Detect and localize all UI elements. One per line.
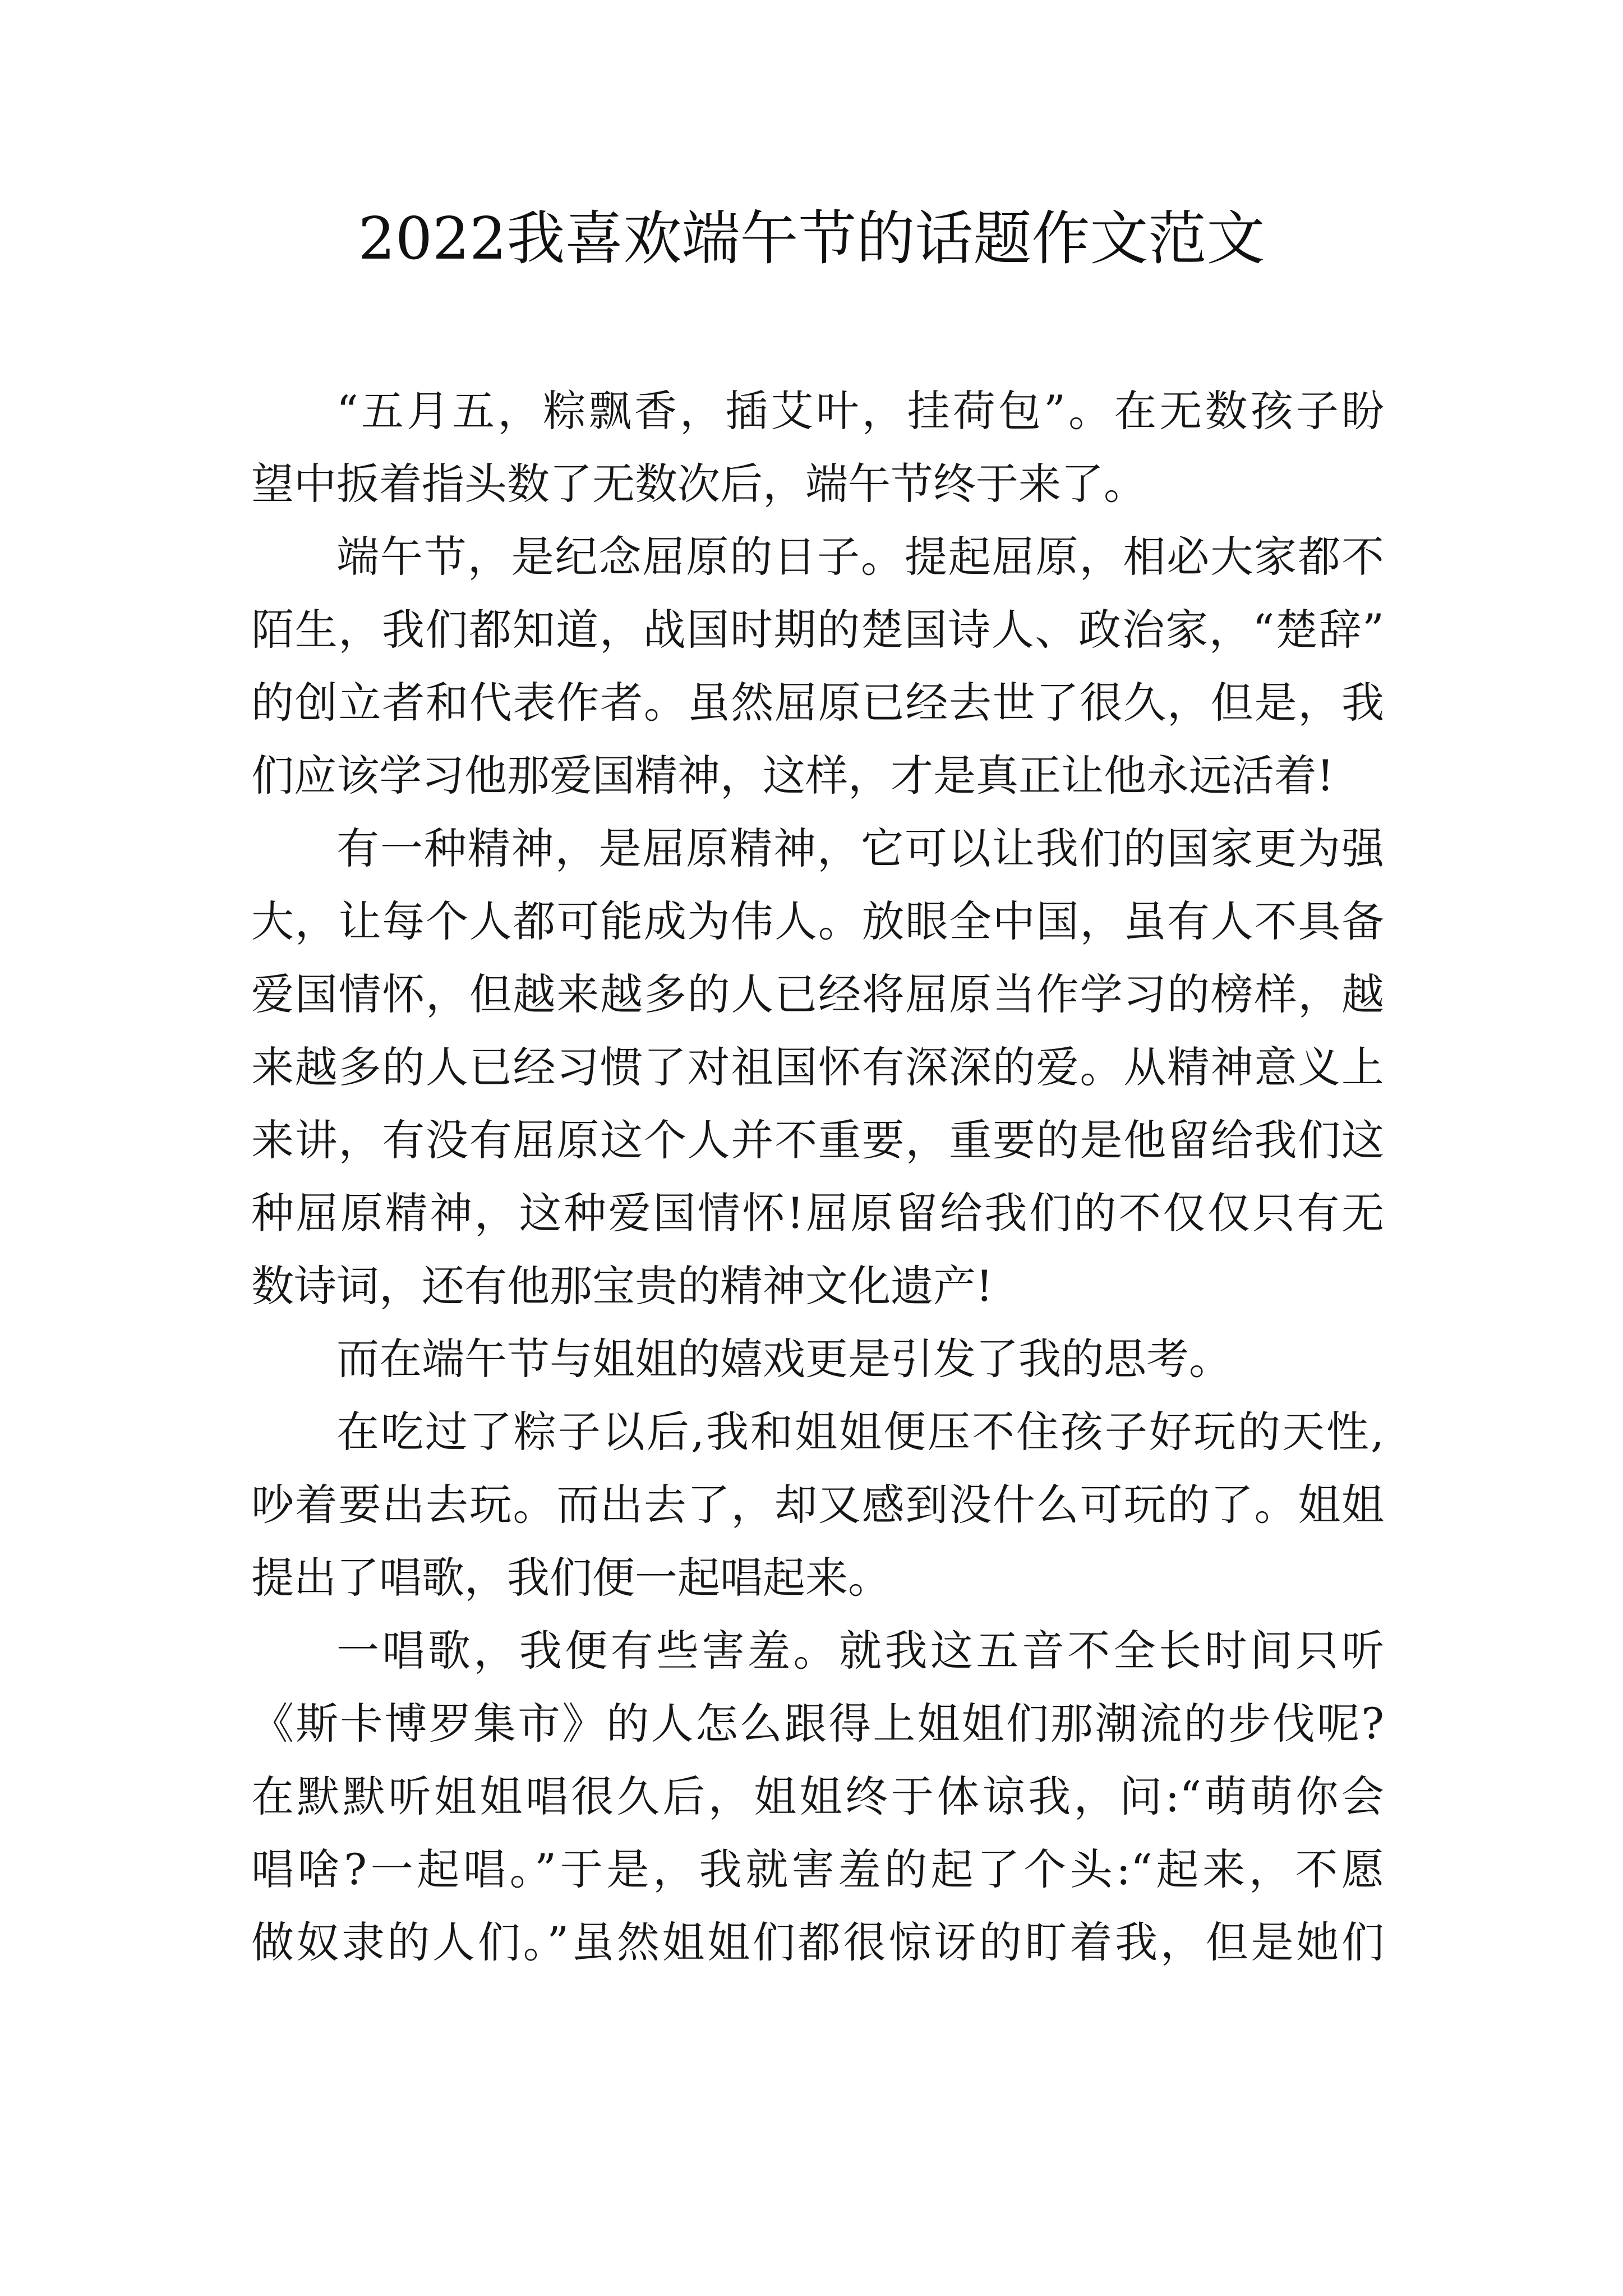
text-line: 们应该学习他那爱国精神，这样，才是真正让他永远活着! bbox=[251, 751, 1334, 800]
text-line: 吵着要出去玩。而出去了，却又感到没什么可玩的了。姐姐 bbox=[251, 1480, 1384, 1530]
text-line: 来越多的人已经习惯了对祖国怀有深深的爱。从精神意义上 bbox=[251, 1042, 1384, 1092]
text-line: 提出了唱歌，我们便一起唱起来。 bbox=[251, 1553, 891, 1603]
text-line: 一唱歌，我便有些害羞。就我这五音不全长时间只听 bbox=[336, 1626, 1384, 1676]
text-line: 在默默听姐姐唱很久后，姐姐终于体谅我，问:“萌萌你会 bbox=[251, 1772, 1384, 1821]
paragraph bbox=[251, 521, 1384, 812]
text-line: 唱啥?一起唱。”于是，我就害羞的起了个头:“起来，不愿 bbox=[251, 1844, 1384, 1894]
text-line: 在吃过了粽子以后,我和姐姐便压不住孩子好玩的天性, bbox=[336, 1407, 1384, 1457]
paragraph bbox=[251, 1614, 1384, 1979]
text-line: 大，让每个人都可能成为伟人。放眼全中国，虽有人不具备 bbox=[251, 896, 1384, 946]
text-line: 而在端午节与姐姐的嬉戏更是引发了我的思考。 bbox=[336, 1334, 1232, 1384]
document-title: 2022我喜欢端午节的话题作文范文 bbox=[358, 204, 1265, 273]
document-body bbox=[251, 375, 1384, 1979]
text-line: 陌生，我们都知道，战国时期的楚国诗人、政治家，“楚辞” bbox=[251, 605, 1384, 655]
text-line: 端午节，是纪念屈原的日子。提起屈原，相必大家都不 bbox=[336, 532, 1384, 582]
text-line: 种屈原精神，这种爱国情怀!屈原留给我们的不仅仅只有无 bbox=[251, 1188, 1384, 1238]
text-line: 《斯卡博罗集市》的人怎么跟得上姐姐们那潮流的步伐呢? bbox=[251, 1699, 1384, 1749]
text-line: 望中扳着指头数了无数次后，端午节终于来了。 bbox=[251, 459, 1146, 509]
text-line: 爱国情怀，但越来越多的人已经将屈原当作学习的榜样，越 bbox=[251, 969, 1384, 1019]
text-line: 数诗词，还有他那宝贵的精神文化遗产! bbox=[251, 1261, 993, 1311]
text-line: 的创立者和代表作者。虽然屈原已经去世了很久，但是，我 bbox=[251, 678, 1384, 728]
text-line: 有一种精神，是屈原精神，它可以让我们的国家更为强 bbox=[336, 823, 1384, 873]
paragraph bbox=[251, 1323, 1384, 1396]
paragraph bbox=[251, 375, 1384, 521]
text-line: 做奴隶的人们。”虽然姐姐们都很惊讶的盯着我，但是她们 bbox=[251, 1917, 1384, 1967]
paragraph bbox=[251, 812, 1384, 1323]
text-line: “五月五，粽飘香，插艾叶，挂荷包”。在无数孩子盼 bbox=[336, 386, 1384, 436]
text-line: 来讲，有没有屈原这个人并不重要，重要的是他留给我们这 bbox=[251, 1115, 1384, 1165]
paragraph bbox=[251, 1396, 1384, 1614]
